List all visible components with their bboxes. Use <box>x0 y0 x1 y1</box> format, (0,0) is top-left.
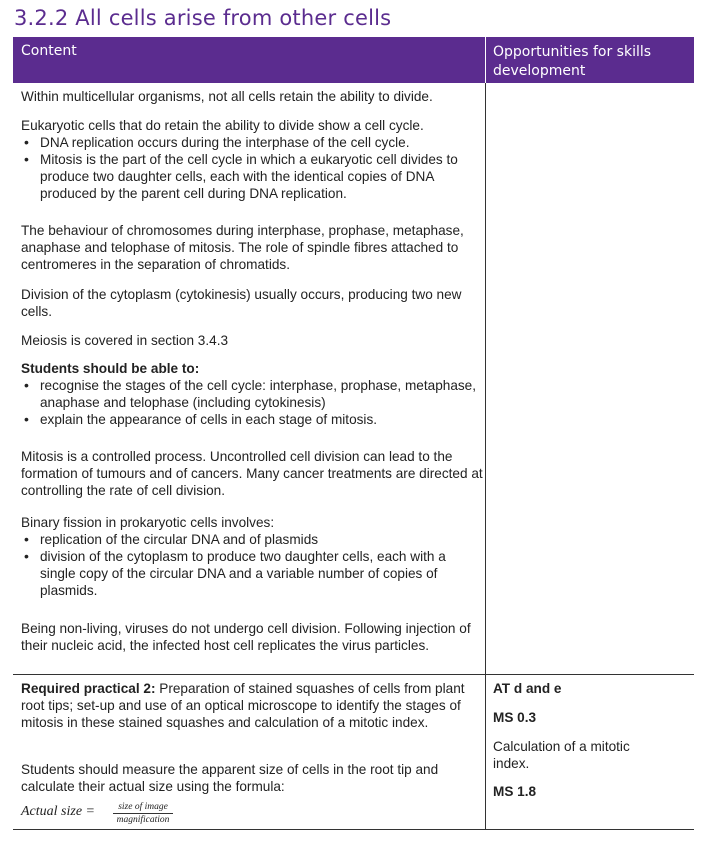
formula-denominator: magnification <box>116 815 170 825</box>
formula <box>21 802 170 825</box>
practical-block <box>21 680 483 731</box>
content-p2-block <box>21 117 483 202</box>
column-divider <box>485 83 486 829</box>
content-p1: Within multicellular organisms, not all cells retain the ability to divide. <box>21 89 433 104</box>
students-block <box>21 360 483 428</box>
fraction-bar <box>113 813 173 814</box>
header-divider <box>485 37 486 83</box>
practical-measure: Students should measure the apparent size of cells in the root tip and calculate their actual size using the formula: <box>21 762 439 794</box>
list-item: • replication of the circular DNA and of plasmids <box>21 531 483 548</box>
list-item: • explain the appearance of cells in each stage of mitosis. <box>21 411 483 428</box>
practical-label: Required practical 2: <box>21 681 156 696</box>
skills-ms2: MS 1.8 <box>493 784 537 799</box>
skills-ms1-text: Calculation of a mitotic index. <box>493 739 630 771</box>
skills-ms1: MS 0.3 <box>493 710 537 725</box>
formula-lhs: Actual size = <box>21 804 95 819</box>
list-item: • Mitosis is the part of the cell cycle in which a eukaryotic cell divides to produce two daughter cells, each with the identical copies of DNA produced by the parent cell during DNA replication. <box>21 151 483 202</box>
section-title: 3.2.2 All cells arise from other cells <box>14 6 392 30</box>
table-bottom-border <box>13 829 694 830</box>
content-p8: Being non-living, viruses do not undergo cell division. Following injection of their nucleic acid, the infected host cell replicates the virus particles. <box>21 621 471 653</box>
list-item: • division of the cytoplasm to produce two daughter cells, each with a single copy of the circular DNA and a variable number of copies of plasmids. <box>21 548 483 599</box>
content-p6: Mitosis is a controlled process. Uncontrolled cell division can lead to the formation of tumours and of cancers. Many cancer treatments are directed at controlling the rate of cell division. <box>21 449 483 498</box>
p2-bullet-list <box>21 134 483 202</box>
content-p5: Meiosis is covered in section 3.4.3 <box>21 333 229 348</box>
students-bullet-list <box>21 377 483 428</box>
list-item: • recognise the stages of the cell cycle: interphase, prophase, metaphase, anaphase and telophase (including cytokinesis) <box>21 377 483 411</box>
header-skills: Opportunities for skills development <box>493 44 652 79</box>
content-p2: Eukaryotic cells that do retain the ability to divide show a cell cycle. <box>21 118 424 133</box>
content-p7-block <box>21 514 483 599</box>
practical-text: Preparation of stained squashes of cells from plant root tips; set-up and use of an optical microscope to identify the stages of mitosis in these stained squashes and calculation of a mitotic index. <box>21 681 465 730</box>
p7-bullet-list <box>21 531 483 599</box>
content-p3: The behaviour of chromosomes during interphase, prophase, metaphase, anaphase and telophase of mitosis. The role of spindle fibres attached to centromeres in the separation of chromatids. <box>21 223 464 272</box>
formula-fraction <box>113 802 173 825</box>
table-header <box>13 37 694 83</box>
header-content: Content <box>21 43 77 59</box>
formula-numerator: size of image <box>118 802 168 812</box>
row-divider <box>13 674 694 675</box>
content-p7: Binary fission in prokaryotic cells involves: <box>21 515 275 530</box>
practical-paragraph <box>21 680 483 731</box>
list-item: • DNA replication occurs during the interphase of the cell cycle. <box>21 134 483 151</box>
students-heading: Students should be able to: <box>21 361 200 376</box>
skills-at: AT d and e <box>493 681 562 696</box>
content-p4: Division of the cytoplasm (cytokinesis) usually occurs, producing two new cells. <box>21 287 462 319</box>
